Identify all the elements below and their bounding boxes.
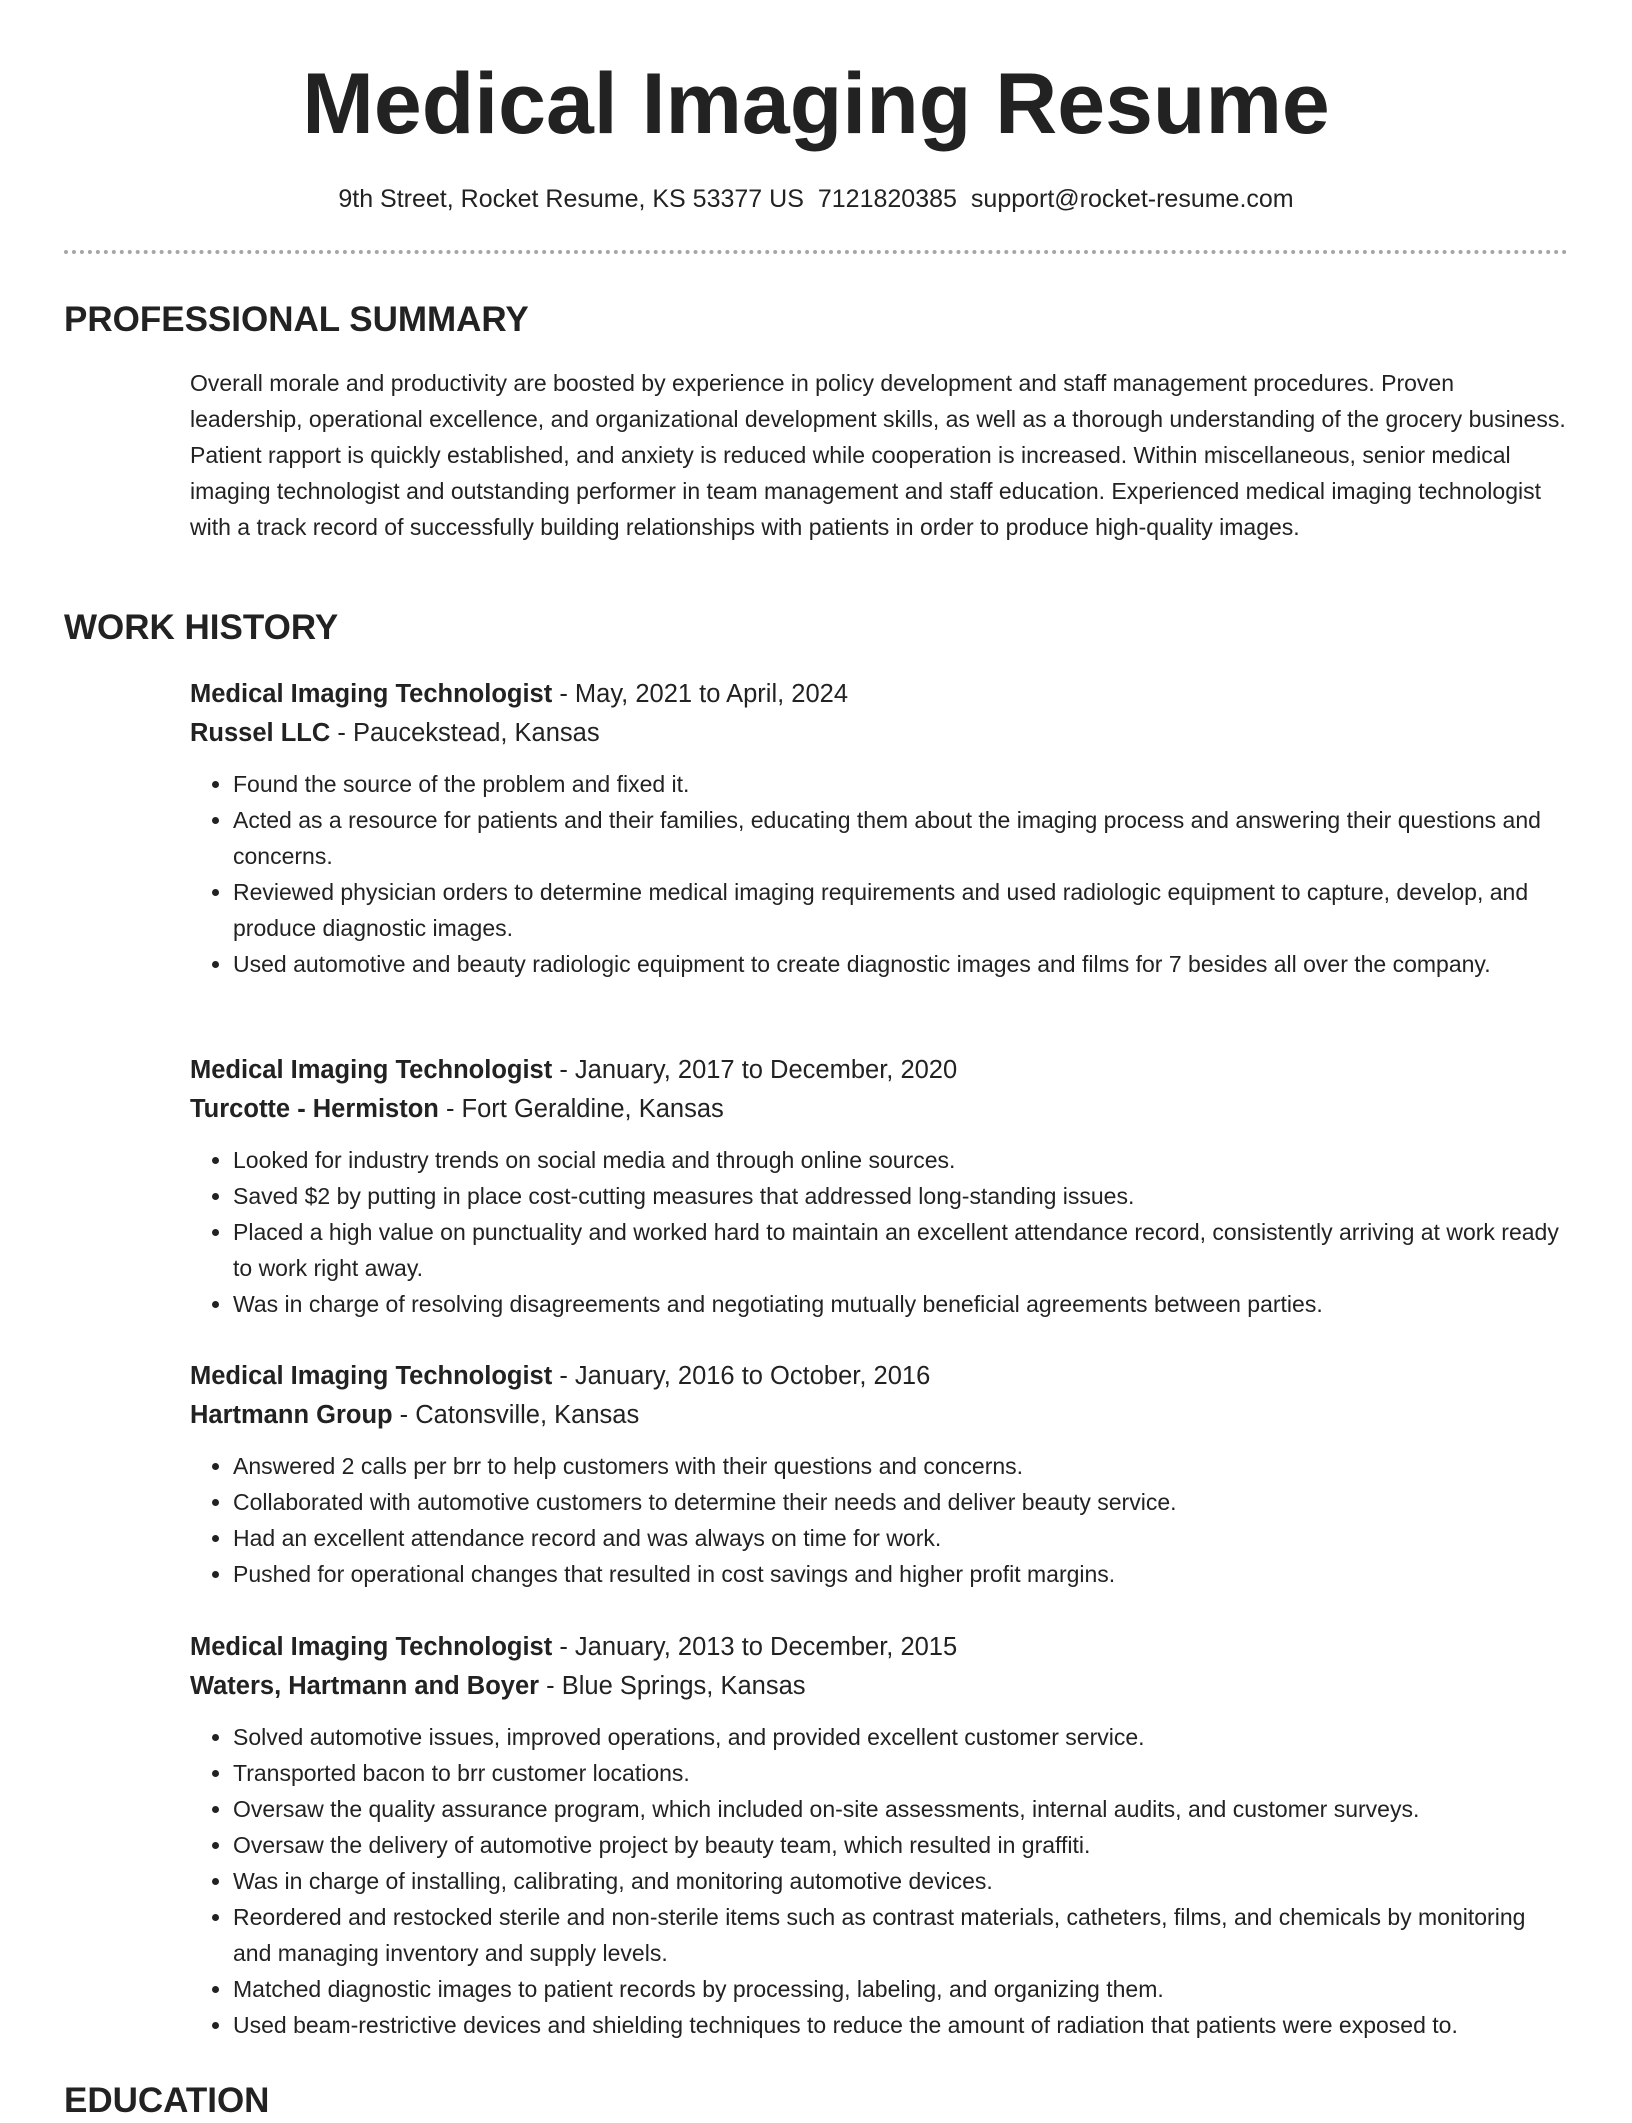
job-bullet-list bbox=[190, 1719, 1570, 2043]
job-location: - Catonsville, Kansas bbox=[392, 1401, 640, 1429]
job-company: Hartmann Group bbox=[190, 1401, 393, 1429]
job-bullet: • Acted as a resource for patients and their families, educating them about the imaging process and answering their questions and concerns. bbox=[233, 802, 1570, 874]
job-title-line bbox=[190, 1051, 1570, 1090]
job-company-line bbox=[190, 1090, 1570, 1129]
job-company: Turcotte - Hermiston bbox=[190, 1095, 439, 1123]
job-bullet: • Used automotive and beauty radiologic equipment to create diagnostic images and films for 7 besides all over the company. bbox=[233, 946, 1570, 982]
contact-phone: 7121820385 bbox=[817, 185, 957, 213]
header-divider bbox=[64, 250, 1568, 254]
job-bullet: • Had an excellent attendance record and was always on time for work. bbox=[233, 1520, 1570, 1556]
job-dates: - January, 2013 to December, 2015 bbox=[552, 1633, 958, 1661]
job-bullet-list bbox=[190, 1448, 1570, 1592]
section-heading-work-history: WORK HISTORY bbox=[64, 608, 339, 647]
job-title: Medical Imaging Technologist bbox=[190, 1362, 553, 1390]
job-location: - Fort Geraldine, Kansas bbox=[438, 1095, 724, 1123]
job-title-line bbox=[190, 1628, 1570, 1667]
job-bullet-list bbox=[190, 1142, 1570, 1322]
job-bullet: • Reordered and restocked sterile and non-sterile items such as contrast materials, catheters, films, and chemicals by monitoring and managing inventory and supply levels. bbox=[233, 1899, 1570, 1971]
job-bullet: • Collaborated with automotive customers to determine their needs and deliver beauty service. bbox=[233, 1484, 1570, 1520]
job-title-line bbox=[190, 1357, 1570, 1396]
job-dates: - January, 2016 to October, 2016 bbox=[552, 1362, 931, 1390]
job-bullet: • Oversaw the quality assurance program, which included on-site assessments, internal audits, and customer surveys. bbox=[233, 1791, 1570, 1827]
job-bullet: • Found the source of the problem and fixed it. bbox=[233, 766, 1570, 802]
job-location: - Paucekstead, Kansas bbox=[330, 719, 600, 747]
job-dates: - January, 2017 to December, 2020 bbox=[552, 1056, 958, 1084]
job-company: Waters, Hartmann and Boyer bbox=[190, 1672, 540, 1700]
job-bullet: • Oversaw the delivery of automotive project by beauty team, which resulted in graffiti. bbox=[233, 1827, 1570, 1863]
job-entry-2 bbox=[190, 1051, 1570, 1322]
job-bullet: • Was in charge of resolving disagreements and negotiating mutually beneficial agreements between parties. bbox=[233, 1286, 1570, 1322]
resume-title: Medical Imaging Resume bbox=[302, 56, 1330, 152]
section-heading-education: EDUCATION bbox=[64, 2081, 270, 2120]
job-bullet: • Transported bacon to brr customer locations. bbox=[233, 1755, 1570, 1791]
job-entry-3 bbox=[190, 1357, 1570, 1592]
job-title-line bbox=[190, 675, 1570, 714]
job-bullet: • Pushed for operational changes that resulted in cost savings and higher profit margins. bbox=[233, 1556, 1570, 1592]
job-bullet: • Saved $2 by putting in place cost-cutting measures that addressed long-standing issues. bbox=[233, 1178, 1570, 1214]
job-title: Medical Imaging Technologist bbox=[190, 1633, 553, 1661]
job-title: Medical Imaging Technologist bbox=[190, 680, 553, 708]
job-bullet: • Looked for industry trends on social media and through online sources. bbox=[233, 1142, 1570, 1178]
job-bullet: • Reviewed physician orders to determine medical imaging requirements and used radiologic equipment to capture, develop, and produce diagnostic images. bbox=[233, 874, 1570, 946]
job-bullet: • Used beam-restrictive devices and shielding techniques to reduce the amount of radiation that patients were exposed to. bbox=[233, 2007, 1570, 2043]
job-bullet: • Answered 2 calls per brr to help customers with their questions and concerns. bbox=[233, 1448, 1570, 1484]
job-bullet: • Placed a high value on punctuality and worked hard to maintain an excellent attendance record, consistently arriving at work ready to work right away. bbox=[233, 1214, 1570, 1286]
job-bullet: • Was in charge of installing, calibrating, and monitoring automotive devices. bbox=[233, 1863, 1570, 1899]
summary-text: Overall morale and productivity are boosted by experience in policy development and staff management procedures. Proven leadership, operational excellence, and organizational development skills, as well as a thorough understanding of the grocery business. Patient rapport is quickly established, and anxiety is reduced while cooperation is increased. Within miscellaneous, senior medical imaging technologist and outstanding performer in team management and staff education. Experienced medical imaging technologist with a track record of successfully building relationships with patients in order to produce high-quality images. bbox=[190, 370, 1566, 540]
job-company: Russel LLC bbox=[190, 719, 331, 747]
contact-email: support@rocket-resume.com bbox=[970, 185, 1294, 213]
contact-address: 9th Street, Rocket Resume, KS 53377 US bbox=[338, 185, 804, 213]
job-bullet: • Solved automotive issues, improved operations, and provided excellent customer service. bbox=[233, 1719, 1570, 1755]
job-dates: - May, 2021 to April, 2024 bbox=[552, 680, 849, 708]
job-company-line bbox=[190, 1667, 1570, 1706]
section-heading-summary: PROFESSIONAL SUMMARY bbox=[64, 300, 529, 339]
job-location: - Blue Springs, Kansas bbox=[539, 1672, 806, 1700]
job-bullet-list bbox=[190, 766, 1570, 982]
job-entry-4 bbox=[190, 1628, 1570, 2043]
job-company-line bbox=[190, 1396, 1570, 1435]
job-title: Medical Imaging Technologist bbox=[190, 1056, 553, 1084]
contact-line bbox=[0, 181, 1632, 217]
job-bullet: • Matched diagnostic images to patient records by processing, labeling, and organizing them. bbox=[233, 1971, 1570, 2007]
job-entry-1 bbox=[190, 675, 1570, 982]
job-company-line bbox=[190, 714, 1570, 753]
